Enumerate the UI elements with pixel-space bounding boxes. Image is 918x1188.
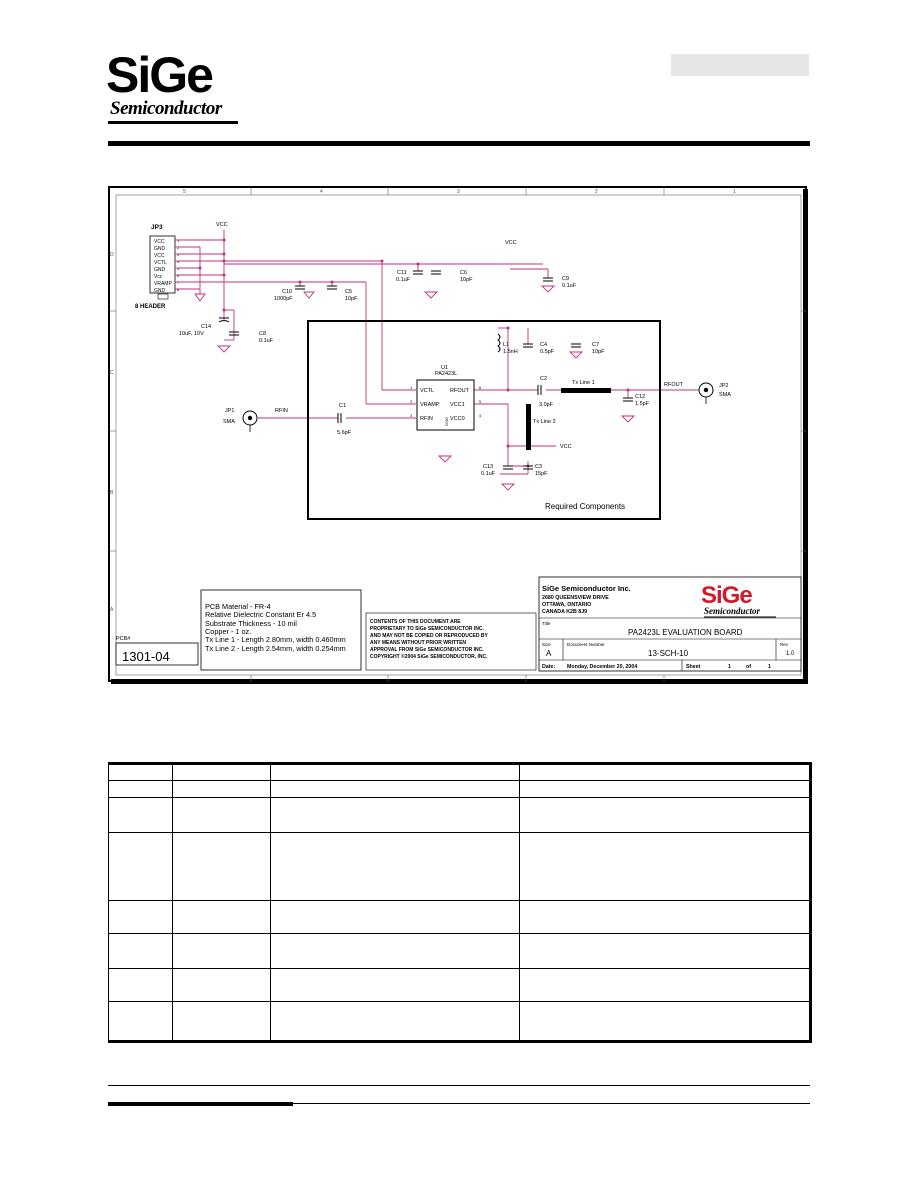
tb-date-label: Date:: [542, 664, 556, 670]
c5-ref: C5: [345, 289, 353, 295]
u1-num-1: 1: [410, 385, 413, 390]
jp3-num8: 8: [177, 287, 180, 292]
vcc-label-2: VCC: [505, 240, 517, 246]
l1-val: 1.5nH: [503, 349, 518, 355]
jp3-num2: 2: [177, 245, 180, 250]
c11-val: 0.1uF: [396, 277, 411, 283]
u1-gnd-pin: GND: [444, 417, 449, 426]
jp3-num5: 5: [177, 266, 180, 271]
table-row: [109, 934, 811, 968]
legal-line-3: AND MAY NOT BE COPIED OR REPRODUCED BY: [370, 633, 488, 639]
tb-addr-2: OTTAWA, ONTARIO: [542, 602, 592, 608]
zone-row-a: A: [110, 607, 114, 613]
vcc-label-3: VCC: [560, 444, 572, 450]
tb-docnum: 13-SCH-10: [648, 649, 689, 658]
table-row: [109, 900, 811, 933]
logo-underline: [108, 121, 238, 124]
c12-val: 1.5pF: [635, 401, 650, 407]
schematic-drawing: [108, 186, 810, 684]
c6-val: 10pF: [460, 277, 473, 283]
legal-line-2: PROPRIETARY TO SiGe SEMICONDUCTOR INC.: [370, 626, 484, 632]
tx-line-2-label: Tx Line 2: [533, 419, 556, 425]
c2-val: 3.0pF: [539, 402, 554, 408]
tx-line-1-label: Tx Line 1: [572, 380, 595, 386]
u1-pin-vramp: VRAMP: [420, 402, 440, 408]
u1-num-5: 5: [479, 399, 482, 404]
c14-ref: C14: [201, 324, 212, 330]
footer-rule-thick: [108, 1102, 293, 1106]
tb-addr-3: CANADA K2B 8J9: [542, 609, 588, 615]
zone-col-5: 5: [183, 189, 186, 195]
c5-val: 10pF: [345, 296, 358, 302]
zone-col-2: 2: [595, 189, 598, 195]
logo-main-text: SiGe: [106, 47, 212, 103]
l1-ref: L1: [503, 342, 510, 348]
legal-line-4: ANY MEANS WITHOUT PRIOR WRITTEN: [370, 640, 467, 646]
tb-of: 1: [768, 664, 771, 670]
zone-row-d: D: [110, 252, 114, 258]
tb-title: PA2423L EVALUATION BOARD: [628, 628, 743, 637]
jp1-type: SMA: [223, 419, 235, 425]
tb-addr-1: 2680 QUEENSVIEW DRIVE: [542, 595, 609, 601]
pcb-note-3: Substrate Thickness - 10 mil: [205, 619, 297, 628]
u1-pin-rfin: RFIN: [420, 416, 433, 422]
jp3-num3: 3: [177, 252, 180, 257]
zone-col-4: 4: [320, 189, 323, 195]
pcb-note-4: Copper - 1 oz.: [205, 627, 252, 636]
pcb-number-label: PCB#: [116, 636, 131, 642]
u1-num-3: 3: [410, 413, 413, 418]
c2-ref: C2: [540, 376, 548, 382]
tb-date: Monday, December 20, 2004: [567, 664, 638, 670]
c11-ref: C11: [397, 270, 407, 276]
tb-sheet-label: Sheet: [686, 664, 701, 670]
jp2-type: SMA: [719, 392, 731, 398]
header-shaded-box: [671, 54, 809, 76]
u1-num-2: 2: [410, 399, 413, 404]
u1-pin-vcc0: VCC0: [450, 416, 465, 422]
components-table: [108, 762, 812, 1043]
header-rule: [108, 141, 810, 146]
zone-col-1: 1: [733, 189, 736, 195]
jp1-ref: JP1: [225, 408, 235, 414]
c7-val: 10pF: [592, 349, 605, 355]
c8-ref: C8: [259, 331, 267, 337]
c9-val: 0.1uF: [562, 283, 577, 289]
c6-ref: C6: [460, 270, 468, 276]
u1-part: PA2423L: [435, 371, 458, 377]
c4-val: 0.5pF: [540, 349, 555, 355]
tb-of-label: of: [746, 664, 751, 670]
rfout-net-label: RFOUT: [664, 382, 683, 388]
c8-val: 0.1uF: [259, 338, 274, 344]
tb-logo-main: SiGe: [701, 582, 752, 609]
tx-line-1-trace: [561, 388, 611, 393]
tb-company: SiGe Semiconductor Inc.: [542, 584, 631, 593]
c13-val: 0.1uF: [481, 471, 496, 477]
sige-logo: [106, 47, 256, 130]
jp3-num7: 7: [177, 280, 180, 285]
c14-val: 10uF, 10V: [179, 331, 204, 337]
legal-line-1: CONTENTS OF THIS DOCUMENT ARE: [370, 619, 461, 625]
jp3-pin3: VCC: [154, 253, 165, 259]
tb-rev: 1.0: [786, 651, 795, 657]
u1-pin-vctl: VCTL: [420, 388, 435, 394]
footer-rule-top: [108, 1085, 810, 1086]
jp3-pin7: VRAMP: [154, 281, 172, 287]
jp3-num4: 4: [177, 259, 180, 264]
pcb-note-2: Relative Dielectric Constant Er 4.5: [205, 610, 317, 619]
c13-ref: C13: [483, 464, 494, 470]
c3-val: 15pF: [535, 471, 548, 477]
table-row: [109, 798, 811, 832]
pcb-note-5: Tx Line 1 - Length 2.80mm, width 0.460mm: [205, 635, 346, 644]
c3-ref: C3: [535, 464, 543, 470]
jp3-pin8: GND: [154, 288, 166, 294]
c1-ref: C1: [339, 403, 347, 409]
jp3-footprint: 8 HEADER: [135, 304, 166, 310]
u1-pin-vcc1: VCC1: [450, 402, 465, 408]
zone-row-b: B: [110, 490, 114, 496]
legal-line-5: APPROVAL FROM SiGe SEMICONDUCTOR INC.: [370, 647, 484, 653]
c10-ref: C10: [282, 289, 293, 295]
tb-docnum-label: Document Number: [567, 642, 605, 647]
c1-val: 5.6pF: [337, 430, 352, 436]
logo-sub-text: Semiconductor: [110, 98, 222, 119]
jp3-pin4: VCTL: [154, 260, 167, 266]
zone-row-c: C: [110, 370, 114, 376]
c10-val: 1000pF: [274, 296, 293, 302]
u1-pin-rfout: RFOUT: [450, 388, 469, 394]
tb-rev-label: Rev: [780, 642, 789, 647]
jp3-num1: 1: [177, 238, 180, 243]
tx-line-2-trace: [526, 404, 531, 450]
c4-ref: C4: [540, 342, 548, 348]
c12-ref: C12: [635, 394, 646, 400]
u1-ref: U1: [441, 365, 449, 371]
jp3-pin2: GND: [154, 246, 166, 252]
c7-ref: C7: [592, 342, 600, 348]
jp3-ref: JP3: [151, 224, 163, 231]
table-row: [109, 1002, 811, 1042]
required-components-label: Required Components: [545, 502, 626, 511]
tb-sheet: 1: [728, 664, 731, 670]
vcc-label-1: VCC: [216, 222, 228, 228]
u1-num-4: 4: [479, 413, 482, 418]
jp3-pin6: Vcc: [154, 274, 163, 280]
rfin-net-label: RFIN: [275, 408, 288, 414]
tb-logo-sub: Semiconductor: [704, 606, 761, 616]
jp3-pin1: VCC: [154, 239, 165, 245]
pcb-note-1: PCB Material - FR-4: [205, 602, 271, 611]
table-row: [109, 832, 811, 900]
tb-title-label: Title: [542, 621, 551, 626]
zone-col-3: 3: [457, 189, 460, 195]
jp2-ref: JP2: [719, 383, 729, 389]
tb-size: A: [546, 649, 552, 658]
u1-num-6: 6: [479, 385, 482, 390]
pcb-note-6: Tx Line 2 - Length 2.54mm, width 0.254mm: [205, 644, 346, 653]
jp3-pin5: GND: [154, 267, 166, 273]
jp3-num6: 6: [177, 273, 180, 278]
c9-ref: C9: [562, 276, 570, 282]
table-row: [109, 764, 811, 781]
legal-line-6: COPYRIGHT ©2004 SiGe SEMICONDUCTOR, INC.: [370, 654, 488, 660]
table-row: [109, 968, 811, 1001]
pcb-number: 1301-04: [122, 649, 170, 664]
table-row: [109, 781, 811, 798]
tb-size-label: Size: [542, 642, 551, 647]
